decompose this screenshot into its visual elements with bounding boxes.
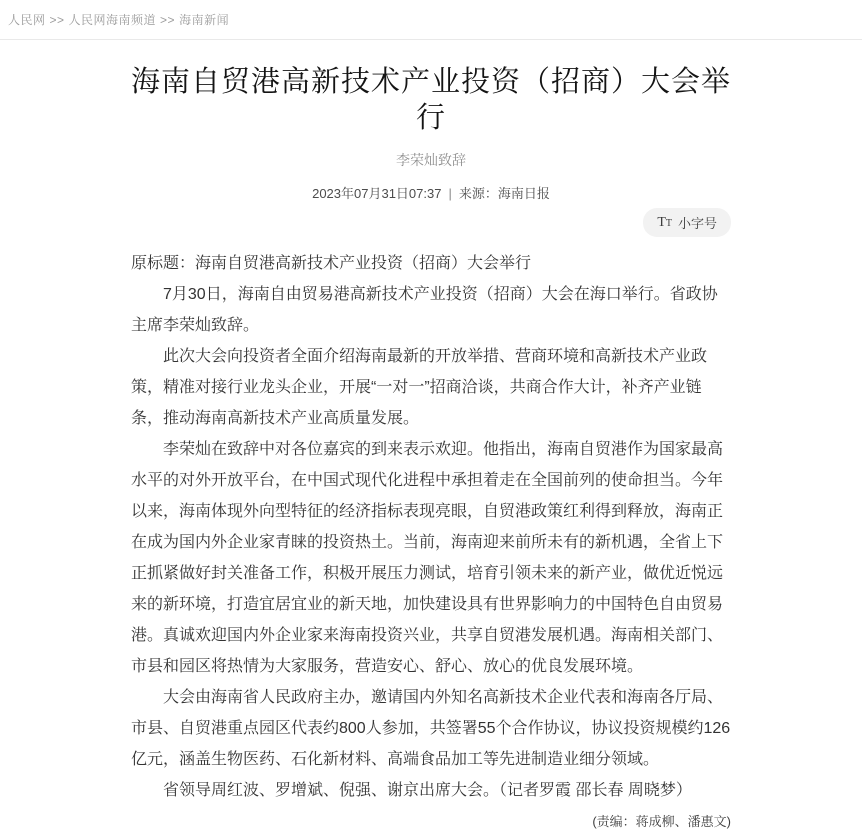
font-size-toolbar <box>131 208 731 235</box>
breadcrumb-link-peoples-net[interactable]: 人民网 <box>8 13 46 27</box>
article-body <box>131 248 731 837</box>
source-name: 海南日报 <box>497 185 550 201</box>
editor-note: (责编：蒋成柳、潘惠文) <box>592 813 731 829</box>
font-size-button[interactable] <box>643 208 731 237</box>
publish-date: 2023年07月31日07:37 <box>312 185 442 201</box>
paragraph-5: 省领导周红波、罗增斌、倪强、谢京出席大会。（记者罗霞 邵长春 周晓梦） <box>163 781 692 799</box>
font-size-icon <box>657 215 672 230</box>
breadcrumb-separator: >> <box>49 13 65 27</box>
paragraph-1: 7月30日，海南自由贸易港高新技术产业投资（招商）大会在海口举行。省政协主席李荣灿致辞。 <box>131 285 718 334</box>
breadcrumb-link-hainan-news[interactable]: 海南新闻 <box>179 13 230 27</box>
font-size-icon-big-t: T <box>657 214 666 230</box>
paragraph-2: 此次大会向投资者全面介绍海南最新的开放举措、营商环境和高新技术产业政策，精准对接行业龙头企业，开展“一对一”招商洽谈，共商合作大计，补齐产业链条，推动海南高新技术产业高质量发展。 <box>131 347 708 427</box>
paragraph-3: 李荣灿在致辞中对各位嘉宾的到来表示欢迎。他指出，海南自贸港作为国家最高水平的对外开放平台，在中国式现代化进程中承担着走在全国前列的使命担当。今年以来，海南体现外向型特征的经济指标表现亮眼，自贸港政策红利得到释放，海南正在成为国内外企业家青睐的投资热土。当前，海南迎来前所未有的新机遇，全省上下正抓紧做好封关准备工作，积极开展压力测试，培育引领未来的新产业，做优近悦远来的新环境，打造宜居宜业的新天地，加快建设具有世界影响力的中国特色自由贸易港。真诚欢迎国内外企业家来海南投资兴业，共享自贸港发展机遇。海南相关部门、市县和园区将热情为大家服务，营造安心、舒心、放心的优良发展环境。 <box>131 440 724 675</box>
font-size-button-label: 小字号 <box>677 215 717 231</box>
font-size-icon-small-t: T <box>665 217 672 229</box>
original-title-line: 原标题：海南自贸港高新技术产业投资（招商）大会举行 <box>131 254 532 272</box>
breadcrumb-separator: >> <box>160 13 176 27</box>
breadcrumb <box>0 0 862 28</box>
breadcrumb-link-hainan-channel[interactable]: 人民网海南频道 <box>68 13 157 27</box>
paragraph-4: 大会由海南省人民政府主办，邀请国内外知名高新技术企业代表和海南各厅局、市县、自贸港重点园区代表约800人参加，共签署55个合作协议，协议投资规模约126亿元，涵盖生物医药、石化新材料、高端食品加工等先进制造业细分领域。 <box>131 688 731 768</box>
article-subtitle: 李荣灿致辞 <box>396 151 466 168</box>
header-divider <box>0 39 862 40</box>
article-meta <box>131 183 731 202</box>
source-label: 来源： <box>458 185 498 201</box>
meta-separator: | <box>448 185 452 201</box>
article-column <box>131 64 731 837</box>
article-title: 海南自贸港高新技术产业投资（招商）大会举行 <box>131 66 732 135</box>
